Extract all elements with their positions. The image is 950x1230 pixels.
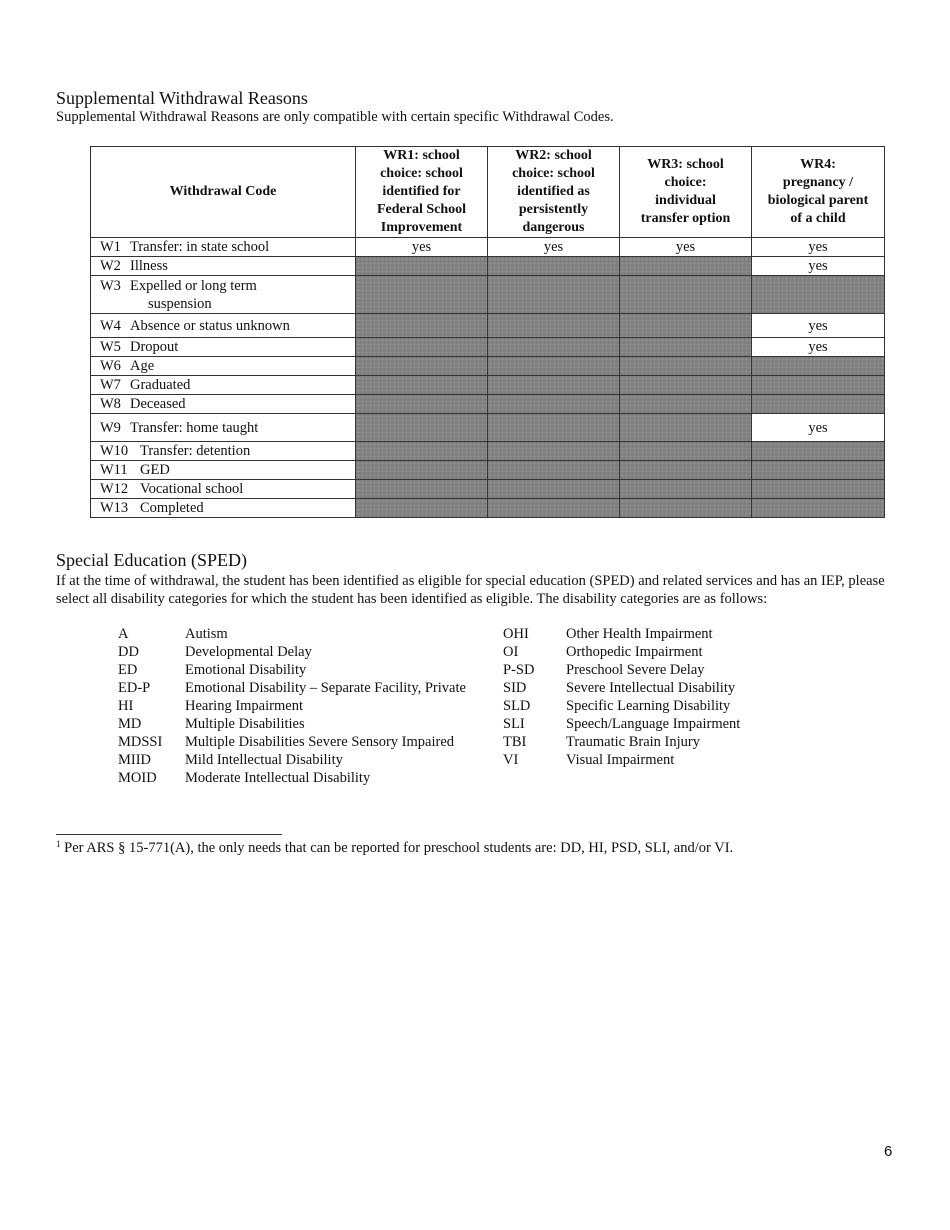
table-row bbox=[91, 480, 885, 499]
wr4-cell-not-applicable bbox=[752, 276, 885, 314]
category-abbreviation: ED-P bbox=[118, 680, 151, 696]
table-row bbox=[91, 442, 885, 461]
category-name: Speech/Language Impairment bbox=[566, 716, 741, 732]
category-abbreviation: ED bbox=[118, 662, 138, 678]
category-name: Specific Learning Disability bbox=[566, 698, 731, 714]
header-wr4-line: pregnancy / bbox=[782, 175, 854, 190]
wr2-cell-not-applicable bbox=[488, 257, 620, 276]
header-wr3 bbox=[620, 147, 752, 238]
section-description-sped: If at the time of withdrawal, the student has been identified as eligible for special education (SPED) and related services and has an IEP, please select all disability categories for which the student has been identified as eligible. The disability categories are as follows: bbox=[56, 573, 885, 607]
header-wr2-line: dangerous bbox=[522, 220, 585, 235]
category-name: Developmental Delay bbox=[185, 644, 312, 660]
withdrawal-description: Expelled or long term bbox=[130, 277, 257, 294]
category-name: Hearing Impairment bbox=[185, 698, 303, 714]
category-abbreviation: A bbox=[118, 626, 129, 642]
header-wr2 bbox=[488, 147, 620, 238]
wr2-cell-not-applicable bbox=[488, 480, 620, 499]
withdrawal-code: W12 bbox=[100, 481, 129, 497]
withdrawal-code-cell bbox=[91, 499, 356, 518]
category-abbreviation: OHI bbox=[503, 626, 529, 642]
wr3-cell-not-applicable bbox=[620, 357, 752, 376]
category-name: Moderate Intellectual Disability bbox=[185, 770, 371, 786]
table-row bbox=[91, 357, 885, 376]
withdrawal-code-cell bbox=[91, 357, 356, 376]
header-wr4-line: biological parent bbox=[767, 193, 869, 208]
table-row bbox=[91, 376, 885, 395]
withdrawal-description: Age bbox=[130, 358, 155, 374]
withdrawal-description-continued: suspension bbox=[148, 295, 212, 312]
withdrawal-code: W1 bbox=[100, 239, 121, 255]
table-row bbox=[91, 499, 885, 518]
header-wr1 bbox=[356, 147, 488, 238]
wr3-cell-not-applicable bbox=[620, 480, 752, 499]
table-row bbox=[91, 395, 885, 414]
category-abbreviation: VI bbox=[503, 752, 519, 768]
category-abbreviation: TBI bbox=[503, 734, 527, 750]
category-abbreviation: OI bbox=[503, 644, 519, 660]
withdrawal-code-cell bbox=[91, 442, 356, 461]
wr4-cell-not-applicable bbox=[752, 395, 885, 414]
withdrawal-code: W10 bbox=[100, 443, 129, 459]
withdrawal-code: W11 bbox=[100, 462, 128, 478]
withdrawal-code-cell bbox=[91, 480, 356, 499]
category-abbreviation: MDSSI bbox=[118, 734, 163, 750]
wr2-cell-not-applicable bbox=[488, 414, 620, 442]
list-item bbox=[118, 643, 466, 661]
category-name: Emotional Disability bbox=[185, 662, 307, 678]
wr3-cell-not-applicable bbox=[620, 442, 752, 461]
footnote-text: Per ARS § 15-771(A), the only needs that can be reported for preschool students are: DD, HI, PSD, SLI, and/or VI. bbox=[64, 840, 734, 856]
wr3-cell-not-applicable bbox=[620, 257, 752, 276]
wr3-cell-not-applicable bbox=[620, 314, 752, 338]
wr4-cell: yes bbox=[752, 338, 885, 357]
category-name: Preschool Severe Delay bbox=[566, 662, 705, 678]
footnote-marker: 1 bbox=[56, 839, 61, 849]
table-row bbox=[91, 257, 885, 276]
category-name: Multiple Disabilities bbox=[185, 716, 305, 732]
category-name: Orthopedic Impairment bbox=[566, 644, 703, 660]
wr1-cell-not-applicable bbox=[356, 338, 488, 357]
withdrawal-description: Vocational school bbox=[140, 481, 244, 497]
header-wr2-line: choice: school bbox=[512, 166, 595, 181]
wr1-cell-not-applicable bbox=[356, 442, 488, 461]
category-name: Traumatic Brain Injury bbox=[566, 734, 700, 750]
disability-category-list-left bbox=[118, 625, 466, 787]
withdrawal-description: Transfer: detention bbox=[140, 443, 251, 459]
wr2-cell-not-applicable bbox=[488, 357, 620, 376]
wr3-cell-not-applicable bbox=[620, 395, 752, 414]
footnote bbox=[56, 840, 733, 857]
list-item bbox=[503, 643, 740, 661]
withdrawal-code: W3 bbox=[100, 277, 121, 294]
wr2-cell-not-applicable bbox=[488, 338, 620, 357]
table-header-row bbox=[91, 147, 885, 238]
category-name: Mild Intellectual Disability bbox=[185, 752, 343, 768]
withdrawal-code: W2 bbox=[100, 258, 121, 274]
wr1-cell-not-applicable bbox=[356, 257, 488, 276]
header-wr2-line: identified as bbox=[517, 184, 590, 199]
list-item bbox=[118, 715, 466, 733]
category-name: Visual Impairment bbox=[566, 752, 675, 768]
wr3-cell-not-applicable bbox=[620, 414, 752, 442]
withdrawal-code: W6 bbox=[100, 358, 121, 374]
wr2-cell-not-applicable bbox=[488, 376, 620, 395]
wr1-cell-not-applicable bbox=[356, 499, 488, 518]
wr2-cell-not-applicable bbox=[488, 276, 620, 314]
header-wr1-line: Federal School bbox=[376, 202, 467, 217]
withdrawal-description: Deceased bbox=[130, 396, 186, 412]
withdrawal-description: Absence or status unknown bbox=[130, 317, 290, 334]
wr1-cell-not-applicable bbox=[356, 480, 488, 499]
wr2-cell: yes bbox=[488, 238, 620, 257]
wr4-cell-not-applicable bbox=[752, 499, 885, 518]
category-abbreviation: MOID bbox=[118, 770, 157, 786]
wr4-cell: yes bbox=[752, 414, 885, 442]
category-abbreviation: SLD bbox=[503, 698, 531, 714]
withdrawal-code: W5 bbox=[100, 339, 121, 355]
header-wr3-line: choice: bbox=[664, 175, 707, 190]
wr2-cell-not-applicable bbox=[488, 442, 620, 461]
category-abbreviation: SLI bbox=[503, 716, 525, 732]
page-number: 6 bbox=[884, 1143, 893, 1160]
list-item bbox=[503, 679, 740, 697]
category-name: Autism bbox=[185, 626, 228, 642]
withdrawal-code-cell bbox=[91, 395, 356, 414]
category-abbreviation: DD bbox=[118, 644, 139, 660]
category-abbreviation: HI bbox=[118, 698, 134, 714]
list-item bbox=[118, 661, 466, 679]
list-item bbox=[118, 625, 466, 643]
header-wr3-line: transfer option bbox=[640, 211, 731, 226]
wr2-cell-not-applicable bbox=[488, 461, 620, 480]
withdrawal-description: Completed bbox=[140, 500, 204, 516]
wr3-cell-not-applicable bbox=[620, 376, 752, 395]
category-name: Other Health Impairment bbox=[566, 626, 713, 642]
withdrawal-description: Graduated bbox=[130, 377, 191, 393]
list-item bbox=[118, 751, 466, 769]
category-abbreviation: SID bbox=[503, 680, 527, 696]
list-item bbox=[118, 733, 466, 751]
table-row bbox=[91, 314, 885, 338]
withdrawal-code: W7 bbox=[100, 377, 121, 393]
wr1-cell-not-applicable bbox=[356, 461, 488, 480]
wr3-cell-not-applicable bbox=[620, 499, 752, 518]
wr3-cell: yes bbox=[620, 238, 752, 257]
section-description-withdrawal-reasons: Supplemental Withdrawal Reasons are only compatible with certain specific Withdrawal Codes. bbox=[56, 109, 614, 125]
header-wr1-line: Improvement bbox=[380, 220, 463, 235]
wr2-cell-not-applicable bbox=[488, 395, 620, 414]
wr2-cell-not-applicable bbox=[488, 314, 620, 338]
withdrawal-code-cell bbox=[91, 257, 356, 276]
section-title-withdrawal-reasons: Supplemental Withdrawal Reasons bbox=[56, 88, 308, 108]
header-wr3-line: individual bbox=[655, 193, 716, 208]
header-withdrawal-code: Withdrawal Code bbox=[91, 147, 356, 238]
withdrawal-description: Transfer: home taught bbox=[130, 419, 259, 436]
wr1-cell-not-applicable bbox=[356, 357, 488, 376]
withdrawal-reasons-table bbox=[90, 146, 885, 518]
withdrawal-code: W13 bbox=[100, 500, 129, 516]
withdrawal-code-cell bbox=[91, 376, 356, 395]
header-wr1-line: identified for bbox=[382, 184, 461, 199]
list-item bbox=[503, 625, 740, 643]
wr4-cell-not-applicable bbox=[752, 357, 885, 376]
list-item bbox=[118, 679, 466, 697]
withdrawal-code: W4 bbox=[100, 317, 121, 334]
header-wr1-line: choice: school bbox=[380, 166, 463, 181]
withdrawal-code-cell bbox=[91, 314, 356, 338]
withdrawal-code-cell bbox=[91, 238, 356, 257]
withdrawal-description: Dropout bbox=[130, 339, 179, 355]
list-item bbox=[503, 661, 740, 679]
list-item bbox=[118, 697, 466, 715]
wr2-cell-not-applicable bbox=[488, 499, 620, 518]
wr1-cell-not-applicable bbox=[356, 395, 488, 414]
wr4-cell-not-applicable bbox=[752, 461, 885, 480]
disability-category-list-right bbox=[503, 625, 740, 769]
wr1-cell-not-applicable bbox=[356, 314, 488, 338]
table-row bbox=[91, 414, 885, 442]
category-abbreviation: MIID bbox=[118, 752, 152, 768]
section-title-sped: Special Education (SPED) bbox=[56, 550, 247, 570]
table-row bbox=[91, 276, 885, 314]
table-row bbox=[91, 461, 885, 480]
header-wr4 bbox=[752, 147, 885, 238]
table-row bbox=[91, 238, 885, 257]
category-name: Multiple Disabilities Severe Sensory Impaired bbox=[185, 734, 455, 750]
withdrawal-code-cell bbox=[91, 338, 356, 357]
wr3-cell-not-applicable bbox=[620, 276, 752, 314]
wr4-cell: yes bbox=[752, 238, 885, 257]
wr3-cell-not-applicable bbox=[620, 338, 752, 357]
wr1-cell-not-applicable bbox=[356, 276, 488, 314]
wr4-cell: yes bbox=[752, 257, 885, 276]
wr1-cell: yes bbox=[356, 238, 488, 257]
wr4-cell-not-applicable bbox=[752, 376, 885, 395]
table-row bbox=[91, 338, 885, 357]
category-name: Severe Intellectual Disability bbox=[566, 680, 736, 696]
withdrawal-code: W9 bbox=[100, 419, 121, 436]
withdrawal-description: GED bbox=[140, 462, 170, 478]
footnote-separator bbox=[56, 834, 282, 835]
wr1-cell-not-applicable bbox=[356, 414, 488, 442]
header-wr3-line: WR3: school bbox=[647, 157, 724, 172]
list-item bbox=[118, 769, 466, 787]
withdrawal-code-cell bbox=[91, 414, 356, 442]
withdrawal-description: Illness bbox=[130, 258, 168, 274]
withdrawal-code: W8 bbox=[100, 396, 121, 412]
wr3-cell-not-applicable bbox=[620, 461, 752, 480]
withdrawal-description: Transfer: in state school bbox=[130, 239, 270, 255]
header-wr1-line: WR1: school bbox=[383, 148, 460, 163]
header-wr4-line: of a child bbox=[790, 211, 846, 226]
withdrawal-code-cell bbox=[91, 276, 356, 314]
category-abbreviation: MD bbox=[118, 716, 142, 732]
list-item bbox=[503, 715, 740, 733]
header-wr2-line: WR2: school bbox=[515, 148, 592, 163]
wr4-cell: yes bbox=[752, 314, 885, 338]
list-item bbox=[503, 697, 740, 715]
category-abbreviation: P-SD bbox=[503, 662, 535, 678]
header-wr2-line: persistently bbox=[518, 202, 589, 217]
list-item bbox=[503, 751, 740, 769]
wr4-cell-not-applicable bbox=[752, 442, 885, 461]
withdrawal-code-cell bbox=[91, 461, 356, 480]
category-name: Emotional Disability – Separate Facility, Private bbox=[185, 680, 466, 696]
wr1-cell-not-applicable bbox=[356, 376, 488, 395]
list-item bbox=[503, 733, 740, 751]
header-wr4-line: WR4: bbox=[800, 157, 836, 172]
wr4-cell-not-applicable bbox=[752, 480, 885, 499]
